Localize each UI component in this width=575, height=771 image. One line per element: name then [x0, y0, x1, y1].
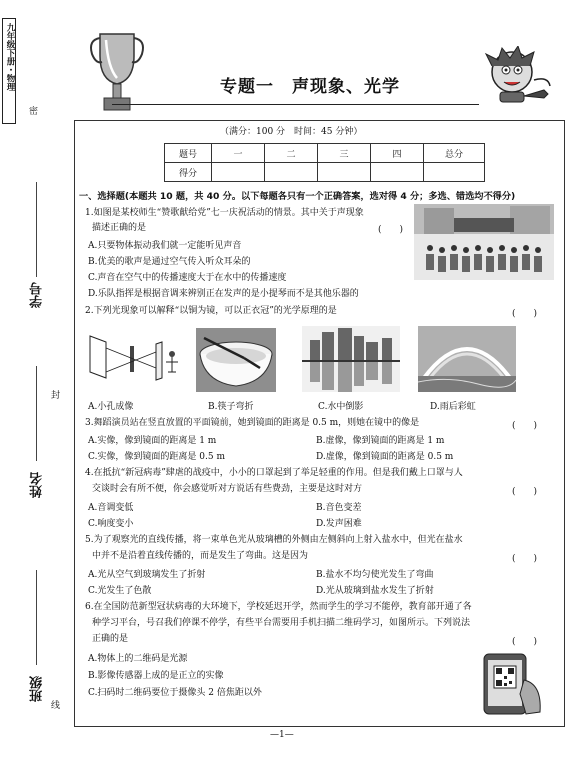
- id-field-line: [36, 182, 37, 277]
- question-5-option-c: C.光发生了色散: [88, 586, 152, 596]
- question-6-option-b: B.影像传感器上成的是正立的实像: [88, 671, 224, 681]
- book-label-box: [2, 18, 16, 124]
- score-input-cell[interactable]: [265, 163, 318, 182]
- question-2-option-b: B.筷子弯折: [208, 402, 254, 412]
- question-4-option-a: A.音调变低: [88, 503, 134, 513]
- question-2-stem: 2.下列光现象可以解释“以铜为镜，可以正衣冠”的光学原理的是: [85, 306, 337, 316]
- question-1-stem-line-2: 描述正确的是: [92, 223, 147, 233]
- score-table-header-row: [165, 144, 485, 163]
- question-6-answer-paren[interactable]: ( ): [512, 637, 538, 647]
- name-field-line: [36, 366, 37, 461]
- question-5-option-d: D.光从玻璃到盐水发生了折射: [316, 586, 434, 596]
- pinhole-diagram-icon: [86, 328, 184, 388]
- concert-photo: [414, 204, 554, 280]
- score-header-cell: 总分: [424, 144, 485, 163]
- score-row-label: 得分: [165, 163, 212, 182]
- page-title: 专题一 声现象、光学: [220, 77, 400, 97]
- seal-mid: 封: [49, 390, 59, 399]
- question-4-option-d: D.发声困难: [316, 519, 362, 529]
- score-header-cell: 题号: [165, 144, 212, 163]
- class-field-label: 班级: [30, 676, 45, 702]
- title-rule: [112, 104, 479, 105]
- id-field-label: 学号: [30, 282, 45, 308]
- question-1-option-b: B.优美的歌声是通过空气传入听众耳朵的: [88, 257, 251, 267]
- question-2-option-c: C.水中倒影: [318, 402, 364, 412]
- class-field-line: [36, 570, 37, 665]
- score-table-score-row: [165, 163, 485, 182]
- question-4-stem-line-1: 4.在抵抗“新冠病毒”肆虐的战疫中，小小的口罩起到了举足轻重的作用。但是我们戴上口罩与人: [85, 468, 463, 478]
- question-2-answer-paren[interactable]: ( ): [512, 309, 538, 319]
- question-1-stem-line-1: 1.如图是某校师生“赞歌献给党”七一庆祝活动的情景。其中关于声现象: [85, 208, 364, 218]
- score-table: [164, 143, 485, 182]
- question-6-stem-line-2: 种学习平台，号召我们停课不停学，有些平台需要用手机扫描二维码学习，如图所示。下列说法: [92, 618, 471, 628]
- seal-bottom: 线: [49, 700, 59, 709]
- question-3-option-b: B.虚像，像到镜面的距离是 1 m: [316, 436, 445, 446]
- score-header-cell: 一: [212, 144, 265, 163]
- question-5-option-b: B.盐水不均匀使光发生了弯曲: [316, 570, 434, 580]
- score-header-cell: 二: [265, 144, 318, 163]
- question-3-answer-paren[interactable]: ( ): [512, 421, 538, 431]
- exam-info: （满分：100 分 时间：45 分钟）: [220, 127, 363, 137]
- question-6-stem-line-1: 6.在全国防范新型冠状病毒的大环境下，学校延迟开学，然而学生的学习不能停，教育部开通了各: [85, 602, 472, 612]
- city-reflection-icon: [302, 326, 400, 392]
- lion-mascot-icon: [478, 46, 554, 112]
- question-3-option-d: D.虚像，像到镜面的距离是 0.5 m: [316, 452, 454, 462]
- score-input-cell[interactable]: [318, 163, 371, 182]
- section-heading: 一、选择题(本题共 10 题，共 40 分。以下每题各只有一个正确答案，选对得 4 分；多选、错选均不得分): [79, 191, 516, 202]
- seal-top: 密: [27, 106, 37, 115]
- score-input-cell[interactable]: [212, 163, 265, 182]
- question-6-option-a: A.物体上的二维码是光源: [88, 654, 188, 664]
- question-4-option-b: B.音色变差: [316, 503, 362, 513]
- question-4-option-c: C.响度变小: [88, 519, 134, 529]
- score-header-cell: 三: [318, 144, 371, 163]
- book-label: 九年级下册・物理: [5, 23, 15, 91]
- question-2-option-d: D.雨后彩虹: [430, 402, 476, 412]
- question-5-option-a: A.光从空气到玻璃发生了折射: [88, 570, 206, 580]
- question-3-option-a: A.实像，像到镜面的距离是 1 m: [88, 436, 217, 446]
- question-3-stem: 3.舞蹈演员站在竖直放置的平面镜前，她到镜面的距离是 0.5 m，则她在镜中的像是: [85, 418, 420, 428]
- question-6-stem-line-3: 正确的是: [92, 634, 129, 644]
- page-number: —1—: [270, 730, 294, 740]
- question-1-option-a: A.只要物体振动我们就一定能听见声音: [88, 241, 242, 251]
- question-1-option-d: D.乐队指挥是根据音调来辨别正在发声的是小提琴而不是其他乐器的: [88, 289, 359, 299]
- phone-qr-icon: [476, 650, 548, 718]
- question-6-option-c: C.扫码时二维码要位于摄像头 2 倍焦距以外: [88, 688, 262, 698]
- question-5-answer-paren[interactable]: ( ): [512, 554, 538, 564]
- chopsticks-bowl-icon: [196, 328, 276, 392]
- question-1-answer-paren[interactable]: ( ): [378, 225, 404, 235]
- binding-strip: [0, 0, 70, 771]
- rainbow-icon: [418, 326, 516, 392]
- name-field-label: 姓名: [30, 472, 45, 498]
- question-4-stem-line-2: 交谈时会有所不便，你会感觉听对方说话有些费劲，主要是这时对方: [92, 484, 363, 494]
- score-header-cell: 四: [371, 144, 424, 163]
- score-input-cell[interactable]: [424, 163, 485, 182]
- question-2-option-a: A.小孔成像: [88, 402, 134, 412]
- question-5-stem-line-1: 5.为了观察光的直线传播，将一束单色光从玻璃槽的外侧由左侧斜向上射入盐水中，但光在盐水: [85, 535, 463, 545]
- question-5-stem-line-2: 中并不是沿着直线传播的，而是发生了弯曲。这是因为: [92, 551, 309, 561]
- question-1-option-c: C.声音在空气中的传播速度大于在水中的传播速度: [88, 273, 287, 283]
- question-4-answer-paren[interactable]: ( ): [512, 487, 538, 497]
- score-input-cell[interactable]: [371, 163, 424, 182]
- question-3-option-c: C.实像，像到镜面的距离是 0.5 m: [88, 452, 225, 462]
